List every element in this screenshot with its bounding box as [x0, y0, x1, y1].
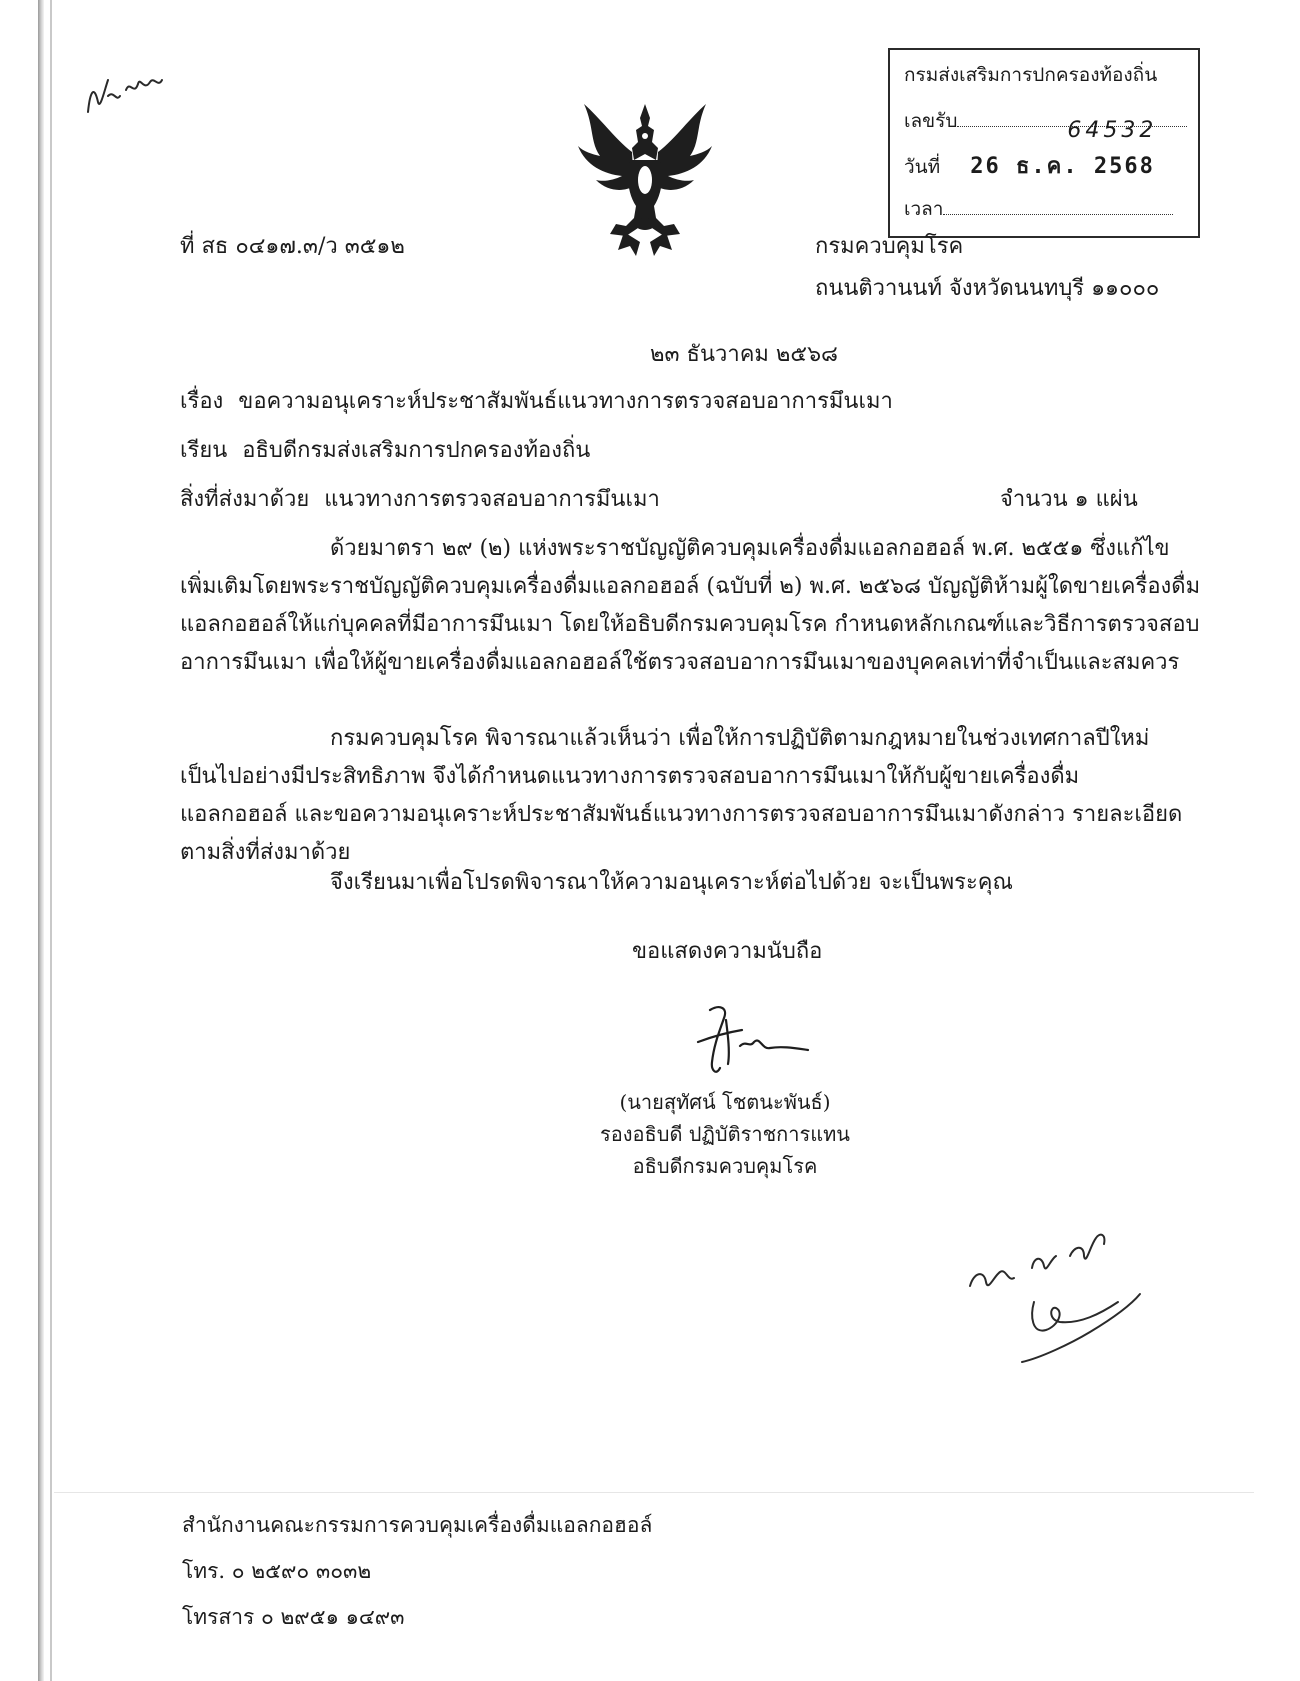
enclosure-text: แนวทางการตรวจสอบอาการมึนเมา	[324, 487, 660, 512]
stamp-time-line	[943, 214, 1173, 215]
enclosure-row	[180, 485, 660, 515]
signatory-name: (นายสุทัศน์ โชตนะพันธ์)	[619, 1090, 831, 1114]
signature-scribble	[690, 996, 820, 1086]
garuda-emblem-icon	[570, 96, 720, 260]
recipient-label: เรียน	[180, 438, 228, 463]
footer-phone: โทร. ๐ ๒๕๙๐ ๓๐๓๒	[182, 1559, 372, 1583]
body-paragraph-2	[180, 720, 1183, 872]
recipient-row	[180, 436, 590, 466]
garuda-emblem	[570, 96, 720, 260]
subject-label: เรื่อง	[180, 389, 224, 414]
handwritten-note-scribble	[80, 62, 170, 122]
footer-divider	[54, 1492, 1254, 1493]
stamp-time-label: เวลา	[904, 198, 944, 220]
paragraph-1-line: อาการมึนเมา เพื่อให้ผู้ขายเครื่องดื่มแอลกอฮอล์ใช้ตรวจสอบอาการมึนเมาของบุคคลเท่าที่จำเป็นและสมควร	[180, 650, 1180, 675]
signatory-position-2: อธิบดีกรมควบคุมโรค	[632, 1154, 818, 1178]
paragraph-1-line: แอลกอฮอล์ให้แก่บุคคลที่มีอาการมึนเมา โดยให้อธิบดีกรมควบคุมโรค กำหนดหลักเกณฑ์และวิธีการตรวจสอบ	[180, 612, 1200, 637]
handwritten-note-bottom-right	[960, 1216, 1240, 1366]
paragraph-1-line: ด้วยมาตรา ๒๙ (๒) แห่งพระราชบัญญัติควบคุมเครื่องดื่มแอลกอฮอล์ พ.ศ. ๒๕๕๑ ซึ่งแก้ไข	[330, 536, 1170, 561]
subject-row	[180, 387, 893, 417]
stamp-title: กรมส่งเสริมการปกครองท้องถิ่น	[904, 64, 1158, 86]
sender-organization: กรมควบคุมโรค	[815, 234, 964, 259]
paragraph-2-line: ตามสิ่งที่ส่งมาด้วย	[180, 840, 351, 865]
stamp-receipt-number: 64532	[1067, 118, 1158, 143]
footer-office: สำนักงานคณะกรรมการควบคุมเครื่องดื่มแอลกอฮอล์	[182, 1513, 653, 1537]
body-paragraph-1	[180, 530, 1201, 682]
signatory-block	[560, 1086, 890, 1182]
closing-paragraph: จึงเรียนมาเพื่อโปรดพิจารณาให้ความอนุเคราะห์ต่อไปด้วย จะเป็นพระคุณ	[330, 870, 1013, 895]
stamp-receipt-line	[957, 118, 1187, 143]
paragraph-1-line: เพิ่มเติมโดยพระราชบัญญัติควบคุมเครื่องดื่มแอลกอฮอล์ (ฉบับที่ ๒) พ.ศ. ๒๕๖๘ บัญญัติห้ามผู้ใดขายเครื่องดื่ม	[180, 574, 1201, 599]
handwritten-note-top-left	[80, 62, 170, 122]
signatory-position: รองอธิบดี ปฏิบัติราชการแทน	[600, 1122, 850, 1146]
recipient-text: อธิบดีกรมส่งเสริมการปกครองท้องถิ่น	[242, 438, 591, 463]
paragraph-2-line: เป็นไปอย่างมีประสิทธิภาพ จึงได้กำหนดแนวทางการตรวจสอบอาการมึนเมาให้กับผู้ขายเครื่องดื่ม	[180, 764, 1080, 789]
scan-edge	[38, 0, 44, 1681]
signature	[690, 996, 820, 1086]
paragraph-2-line: กรมควบคุมโรค พิจารณาแล้วเห็นว่า เพื่อให้การปฏิบัติตามกฎหมายในช่วงเทศกาลปีใหม่	[330, 726, 1150, 751]
enclosure-count: จำนวน ๑ แผ่น	[1000, 487, 1138, 512]
subject-text: ขอความอนุเคราะห์ประชาสัมพันธ์แนวทางการตรวจสอบอาการมึนเมา	[238, 389, 893, 414]
footer-fax: โทรสาร ๐ ๒๙๕๑ ๑๔๙๓	[182, 1605, 405, 1629]
handwritten-note-scribble	[960, 1216, 1240, 1366]
enclosure-label: สิ่งที่ส่งมาด้วย	[180, 487, 310, 512]
stamp-date-row	[904, 148, 1155, 183]
stamp-time-row	[904, 194, 1173, 224]
stamp-receipt-label: เลขรับ	[904, 110, 958, 132]
scan-edge-line	[50, 0, 52, 1681]
paragraph-2-line: แอลกอฮอล์ และขอความอนุเคราะห์ประชาสัมพันธ์แนวทางการตรวจสอบอาการมึนเมาดังกล่าว รายละเอียด	[180, 802, 1183, 827]
regards: ขอแสดงความนับถือ	[632, 939, 823, 964]
stamp-date-label: วันที่	[904, 156, 941, 178]
letter-date: ๒๓ ธันวาคม ๒๕๖๘	[650, 342, 839, 367]
receiving-stamp	[888, 48, 1200, 238]
stamp-date-value: 26 ธ.ค. 2568	[970, 154, 1155, 179]
reference-number: ที่ สธ ๐๔๑๗.๓/ว ๓๕๑๒	[180, 234, 405, 259]
sender-address: ถนนติวานนท์ จังหวัดนนทบุรี ๑๑๐๐๐	[815, 276, 1160, 301]
stamp-receipt-row	[904, 106, 1187, 143]
